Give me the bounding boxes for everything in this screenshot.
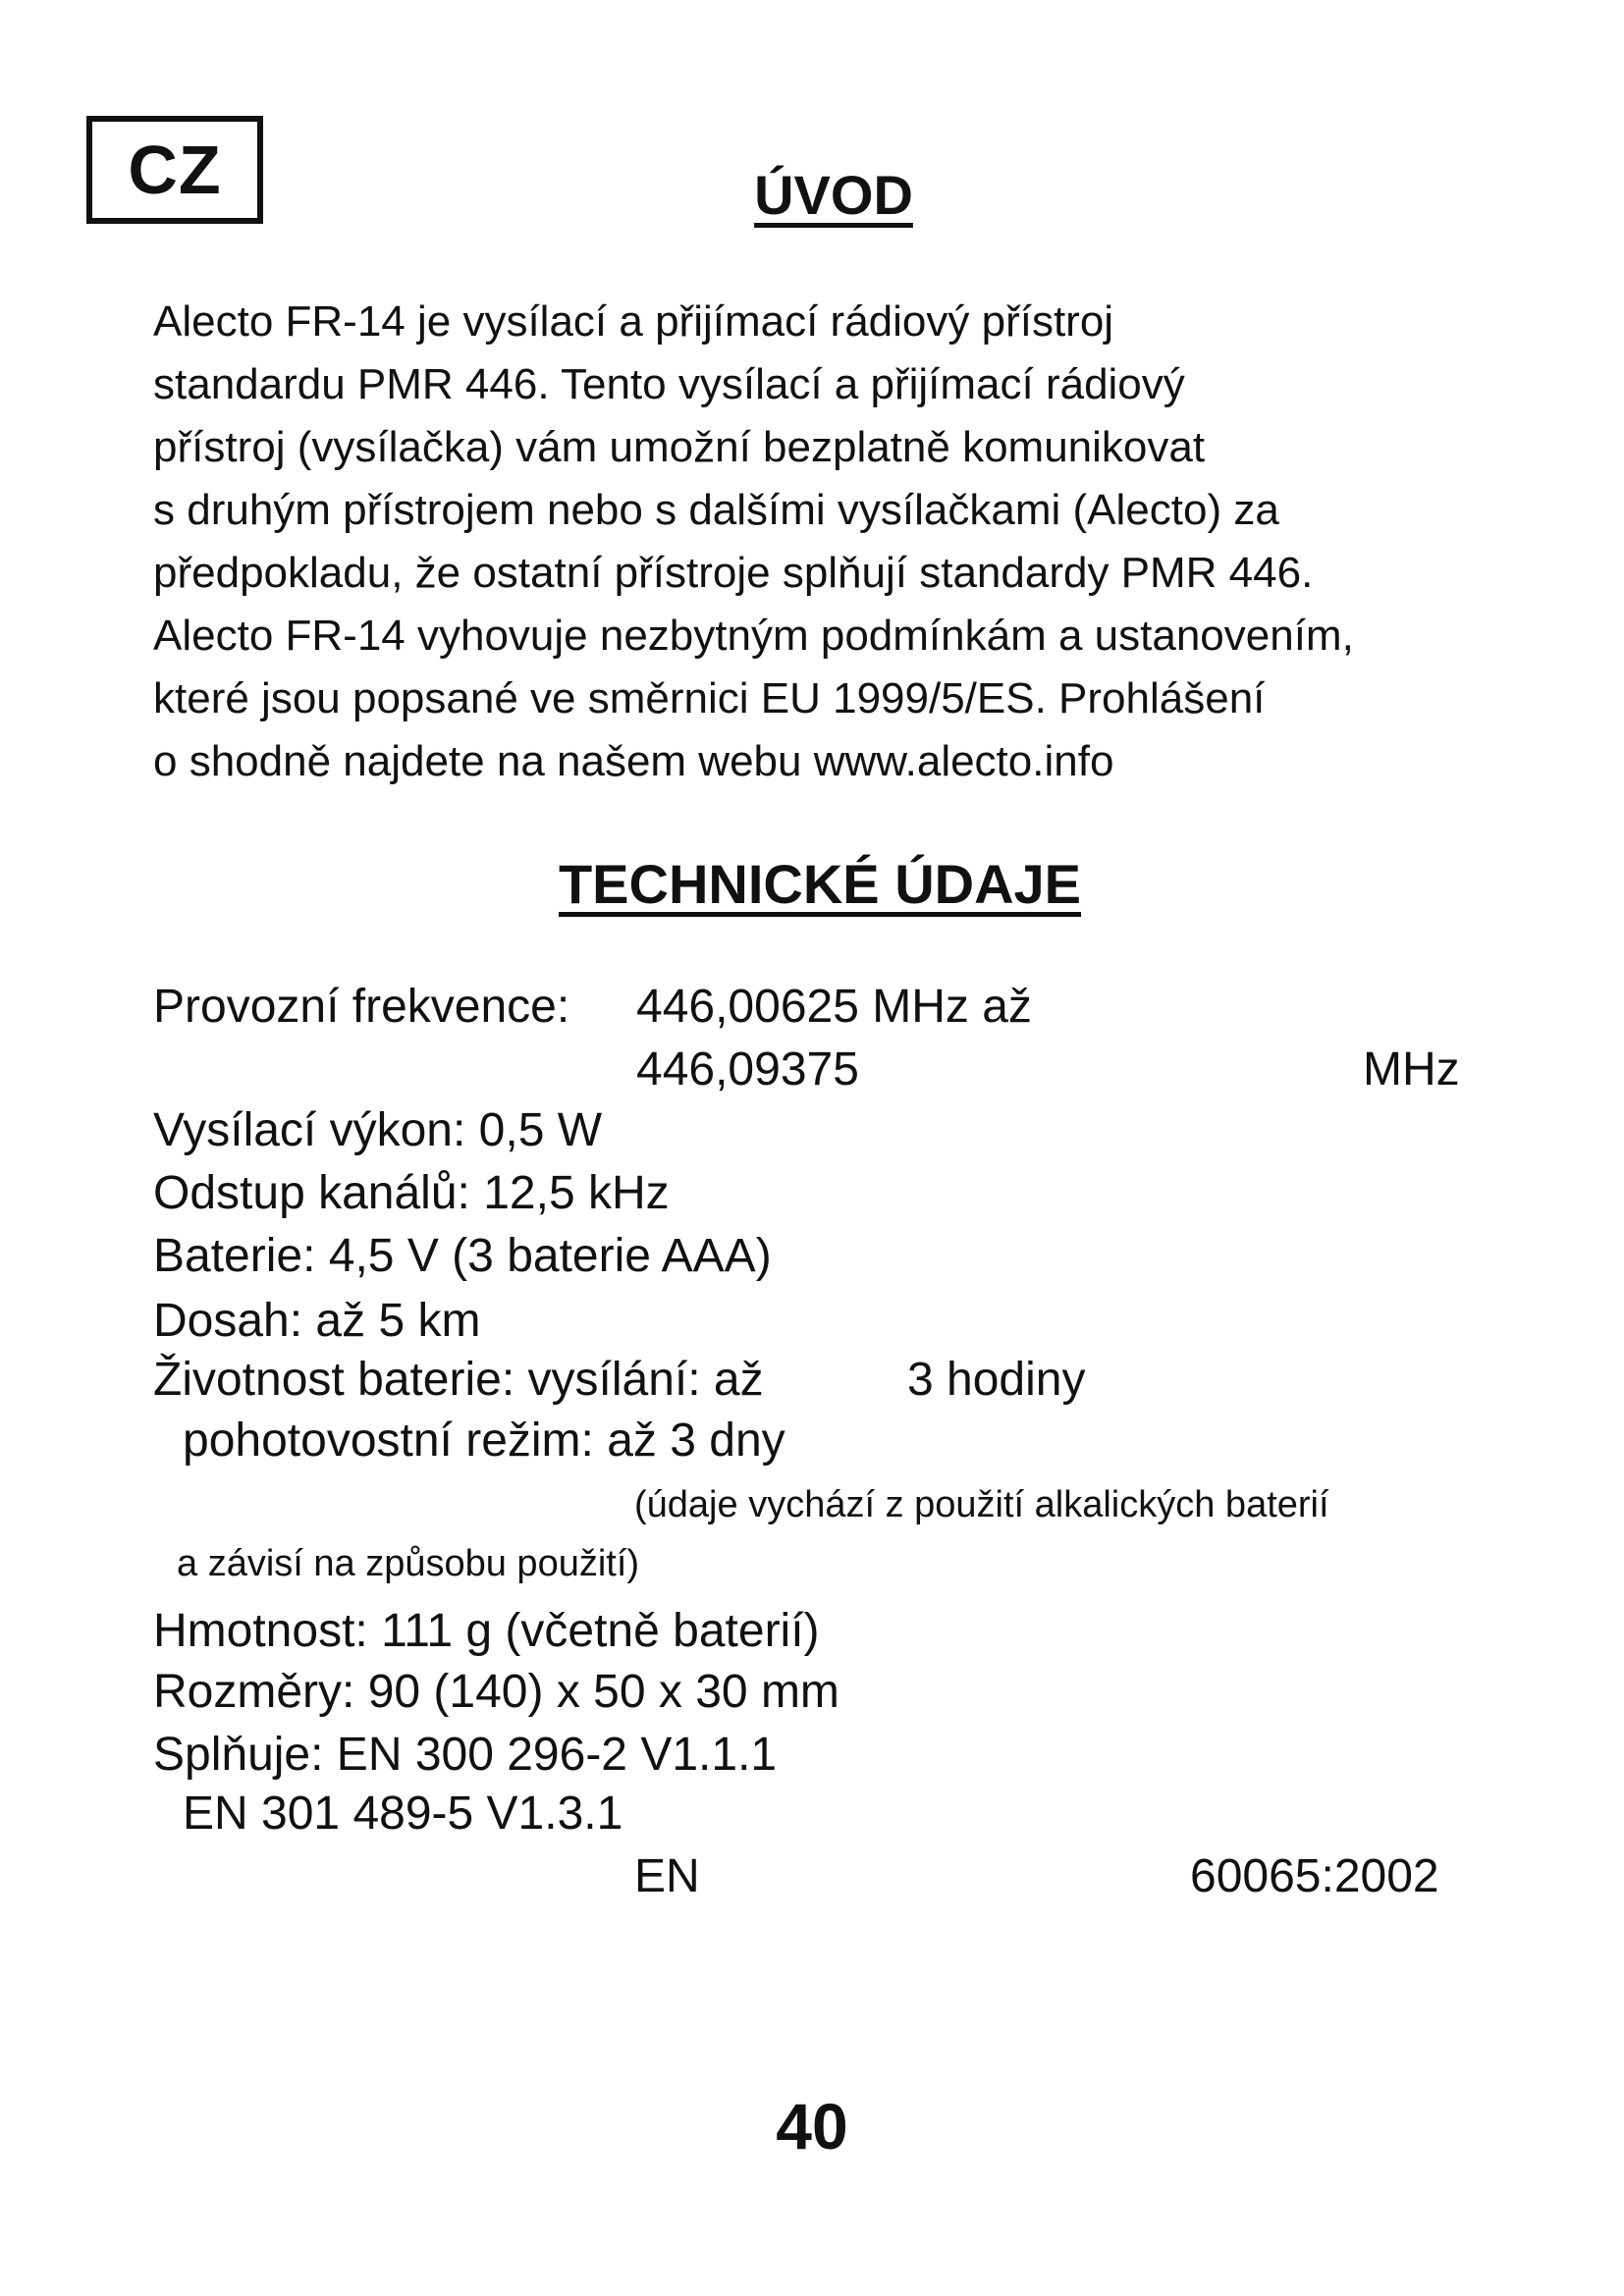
dimensions-spec: Rozměry: 90 (140) x 50 x 30 mm [153, 1666, 839, 1718]
intro-line: které jsou popsané ve směrnici EU 1999/5/ES. Prohlášení [153, 674, 1266, 722]
battery-life-label: Životnost baterie: vysílání: až [153, 1354, 764, 1406]
battery-note-line-2: a závisí na způsobu použití) [177, 1543, 640, 1584]
intro-line: Alecto FR-14 vyhovuje nezbytným podmínkám a ustanovením, [153, 612, 1354, 660]
frequency-value-start: 446,00625 MHz až [636, 981, 1032, 1033]
frequency-value-end: 446,09375 [636, 1043, 859, 1095]
intro-line: předpokladu, že ostatní přístroje splňují standardy PMR 446. [153, 549, 1314, 597]
compliance-line-3-value: 60065:2002 [1190, 1850, 1439, 1902]
tech-specs-heading: TECHNICKÉ ÚDAJE [558, 853, 1082, 915]
transmit-power: Vysílací výkon: 0,5 W [153, 1104, 603, 1156]
intro-line: s druhým přístrojem nebo s dalšími vysílačkami (Alecto) za [153, 486, 1279, 534]
intro-line: Alecto FR-14 je vysílací a přijímací rádiový přístroj [153, 297, 1114, 346]
frequency-label: Provozní frekvence: [153, 981, 570, 1033]
battery-life-standby: pohotovostní režim: až 3 dny [183, 1415, 785, 1467]
battery-note-line-1: (údaje vychází z použití alkalických baterií [634, 1484, 1329, 1525]
compliance-line-1: Splňuje: EN 300 296-2 V1.1.1 [153, 1729, 778, 1781]
page-number: 40 [776, 2090, 848, 2163]
language-code-box: CZ [86, 116, 263, 224]
range-spec: Dosah: až 5 km [153, 1295, 481, 1347]
frequency-unit: MHz [1363, 1043, 1460, 1095]
weight-spec: Hmotnost: 111 g (včetně baterií) [153, 1605, 820, 1657]
compliance-line-2: EN 301 489-5 V1.3.1 [183, 1788, 623, 1840]
intro-line: standardu PMR 446. Tento vysílací a přijímací rádiový [153, 360, 1185, 408]
intro-line: o shodně najdete na našem webu www.alecto.info [153, 737, 1114, 785]
channel-spacing: Odstup kanálů: 12,5 kHz [153, 1167, 670, 1219]
battery-spec: Baterie: 4,5 V (3 baterie AAA) [153, 1230, 772, 1282]
battery-life-transmit: 3 hodiny [907, 1354, 1086, 1406]
intro-heading: ÚVOD [754, 164, 913, 226]
intro-paragraph [153, 291, 1528, 793]
compliance-line-3-prefix: EN [634, 1850, 700, 1902]
intro-line: přístroj (vysílačka) vám umožní bezplatně komunikovat [153, 423, 1206, 471]
